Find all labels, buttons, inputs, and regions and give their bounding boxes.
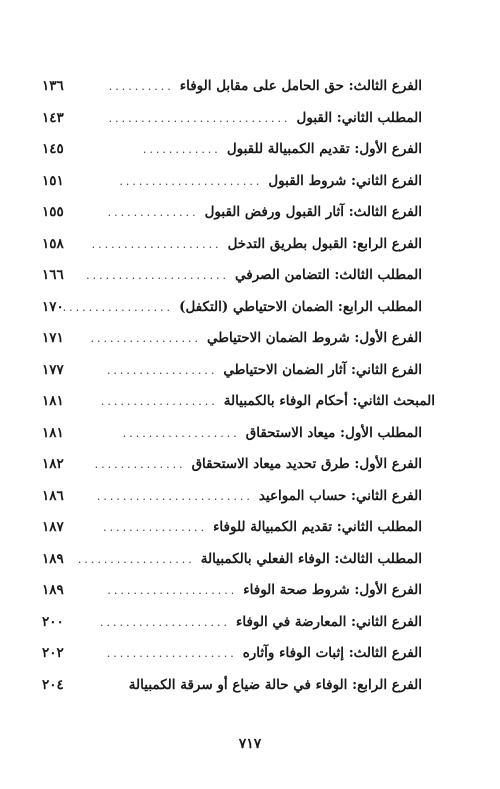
dot-leader: .................... xyxy=(107,584,238,597)
toc-entry-text xyxy=(77,550,422,567)
dot-leader: ...................... xyxy=(86,269,230,282)
dot-leader: ........................ xyxy=(96,489,253,503)
toc-entry xyxy=(0,486,500,518)
toc-entry-title: الفرع الأول: شروط صحة الوفاء xyxy=(243,582,422,598)
toc-entry-text xyxy=(94,456,422,472)
toc-entry-text xyxy=(130,677,422,693)
toc-entry-text xyxy=(108,78,422,94)
toc-entry xyxy=(0,423,500,455)
toc-entry-text xyxy=(100,613,422,630)
toc-entry-text xyxy=(108,109,422,126)
toc-entry-page-number: ١٧١ xyxy=(42,330,64,346)
toc-entry-title: الفرع الرابع: القبول بطريق التدخل xyxy=(227,235,422,252)
toc-entry xyxy=(0,675,500,707)
toc-entry xyxy=(0,643,500,675)
toc-entry-title: الفرع الثاني: حساب المواعيد xyxy=(258,487,422,504)
toc-entry-page-number: ١٨٢ xyxy=(42,456,64,472)
toc-entry-title: الفرع الأول: تقديم الكمبيالة للقبول xyxy=(226,141,422,157)
toc-entry-page-number: ١٥٨ xyxy=(42,235,64,252)
toc-entry-title: الفرع الثاني: آثار الضمان الاحتياطي xyxy=(223,361,422,378)
toc-entry-page-number: ١٤٣ xyxy=(42,109,64,126)
toc-entry-page-number: ١٨٧ xyxy=(42,519,64,535)
toc-entry-text xyxy=(130,141,422,157)
toc-entry-page-number: ١٧٠ xyxy=(42,298,64,315)
dot-leader: ................ xyxy=(103,521,208,534)
toc-entry-title: المطلب الثاني: القبول xyxy=(296,109,422,126)
toc-entry-text xyxy=(62,298,422,315)
toc-entry xyxy=(0,328,500,360)
toc-entry-page-number: ٢٠٤ xyxy=(42,676,64,693)
dot-leader: ................. xyxy=(106,363,218,377)
toc-entry-text xyxy=(106,361,422,378)
page-number: ٧١٧ xyxy=(238,736,262,752)
toc-entry-title: المطلب الرابع: الضمان الاحتياطي (التكفل) xyxy=(179,298,422,315)
dot-leader: .............. xyxy=(107,206,199,219)
toc-entry xyxy=(0,360,500,392)
toc-entry xyxy=(0,391,500,423)
toc-entry xyxy=(0,108,500,140)
dot-leader: ................. xyxy=(62,300,174,314)
dot-leader: .................. xyxy=(77,552,195,566)
toc-entry-title: الفرع الثاني: شروط القبول xyxy=(268,172,422,189)
dot-leader: .............. xyxy=(94,458,186,471)
toc-entry-title: الفرع الأول: طرق تحديد ميعاد الاستحقاق xyxy=(191,456,422,472)
toc-entry-title: الفرع الثالث: إثبات الوفاء وآثاره xyxy=(242,645,422,661)
toc-entry-text xyxy=(103,519,422,535)
dot-leader: ...................... xyxy=(119,174,263,188)
toc-entry-title: الفرع الثاني: المعارضة في الوفاء xyxy=(235,613,422,630)
toc-entry-page-number: ١٤٥ xyxy=(42,141,64,157)
toc-entry xyxy=(0,612,500,644)
toc-entry-page-number: ١٨١ xyxy=(42,393,64,409)
toc-entry-text xyxy=(96,487,422,504)
dot-leader: .................. xyxy=(100,395,218,408)
toc-entry xyxy=(0,171,500,203)
toc-entry-page-number: ١٣٦ xyxy=(42,78,64,94)
toc-entry xyxy=(0,517,500,549)
toc-entry xyxy=(0,549,500,581)
toc-entry-title: المطلب الثالث: الوفاء الفعلي بالكمبيالة xyxy=(200,550,422,567)
toc-entry-title: الفرع الثالث: حق الحامل على مقابل الوفاء xyxy=(179,78,422,94)
toc-entry-text xyxy=(119,172,422,189)
toc-entry-page-number: ١٥٥ xyxy=(42,204,64,220)
toc-entry-page-number: ١٦٦ xyxy=(42,267,64,283)
dot-leader: ................. xyxy=(90,332,202,345)
toc-entry-page-number: ١٨١ xyxy=(42,424,64,441)
toc-entry xyxy=(0,139,500,171)
toc-entry xyxy=(0,580,500,612)
toc-entry-text xyxy=(106,645,422,661)
toc-entry-title: الفرع الأول: شروط الضمان الاحتياطي xyxy=(207,330,422,346)
dot-leader: .................. xyxy=(122,426,240,440)
dot-leader: .................... xyxy=(91,237,222,251)
toc-entry-text xyxy=(122,424,422,441)
toc-entry-page-number: ١٨٩ xyxy=(42,550,64,567)
dot-leader: .......... xyxy=(108,80,174,93)
toc-entry-title: الفرع الثالث: آثار القبول ورفض القبول xyxy=(204,204,422,220)
table-of-contents xyxy=(0,76,500,706)
toc-entry-title: المطلب الثاني: تقديم الكمبيالة للوفاء xyxy=(213,519,422,535)
toc-entry-page-number: ١٥١ xyxy=(42,172,64,189)
toc-entry xyxy=(0,202,500,234)
dot-leader: ............ xyxy=(142,143,221,156)
toc-entry-title: المطلب الثالث: التضامن الصرفي xyxy=(235,267,422,283)
toc-entry-page-number: ١٧٧ xyxy=(42,361,64,378)
toc-entry-page-number: ٢٠٠ xyxy=(42,613,64,630)
toc-entry-text xyxy=(107,582,422,598)
toc-entry-text xyxy=(100,393,435,409)
toc-entry xyxy=(0,76,500,108)
toc-entry xyxy=(0,234,500,266)
dot-leader: .................... xyxy=(100,615,230,629)
dot-leader: .................... xyxy=(106,647,237,660)
toc-entry-page-number: ١٨٦ xyxy=(42,487,64,504)
toc-entry xyxy=(0,454,500,486)
toc-entry-title: المطلب الأول: ميعاد الاستحقاق xyxy=(245,424,422,441)
dot-leader: ............................ xyxy=(108,111,291,125)
toc-entry-text xyxy=(91,235,422,252)
toc-entry-text xyxy=(107,204,422,220)
toc-entry xyxy=(0,265,500,297)
toc-entry-title: المبحث الثاني: أحكام الوفاء بالكمبيالة xyxy=(223,393,435,409)
toc-entry xyxy=(0,297,500,329)
toc-entry-page-number: ٢٠٢ xyxy=(42,645,64,661)
toc-entry-title: الفرع الرابع: الوفاء في حالة ضياع أو سرقة الكمبيالة xyxy=(128,676,422,693)
toc-entry-text xyxy=(90,330,422,346)
toc-entry-text xyxy=(86,267,422,283)
toc-entry-page-number: ١٨٩ xyxy=(42,582,64,598)
